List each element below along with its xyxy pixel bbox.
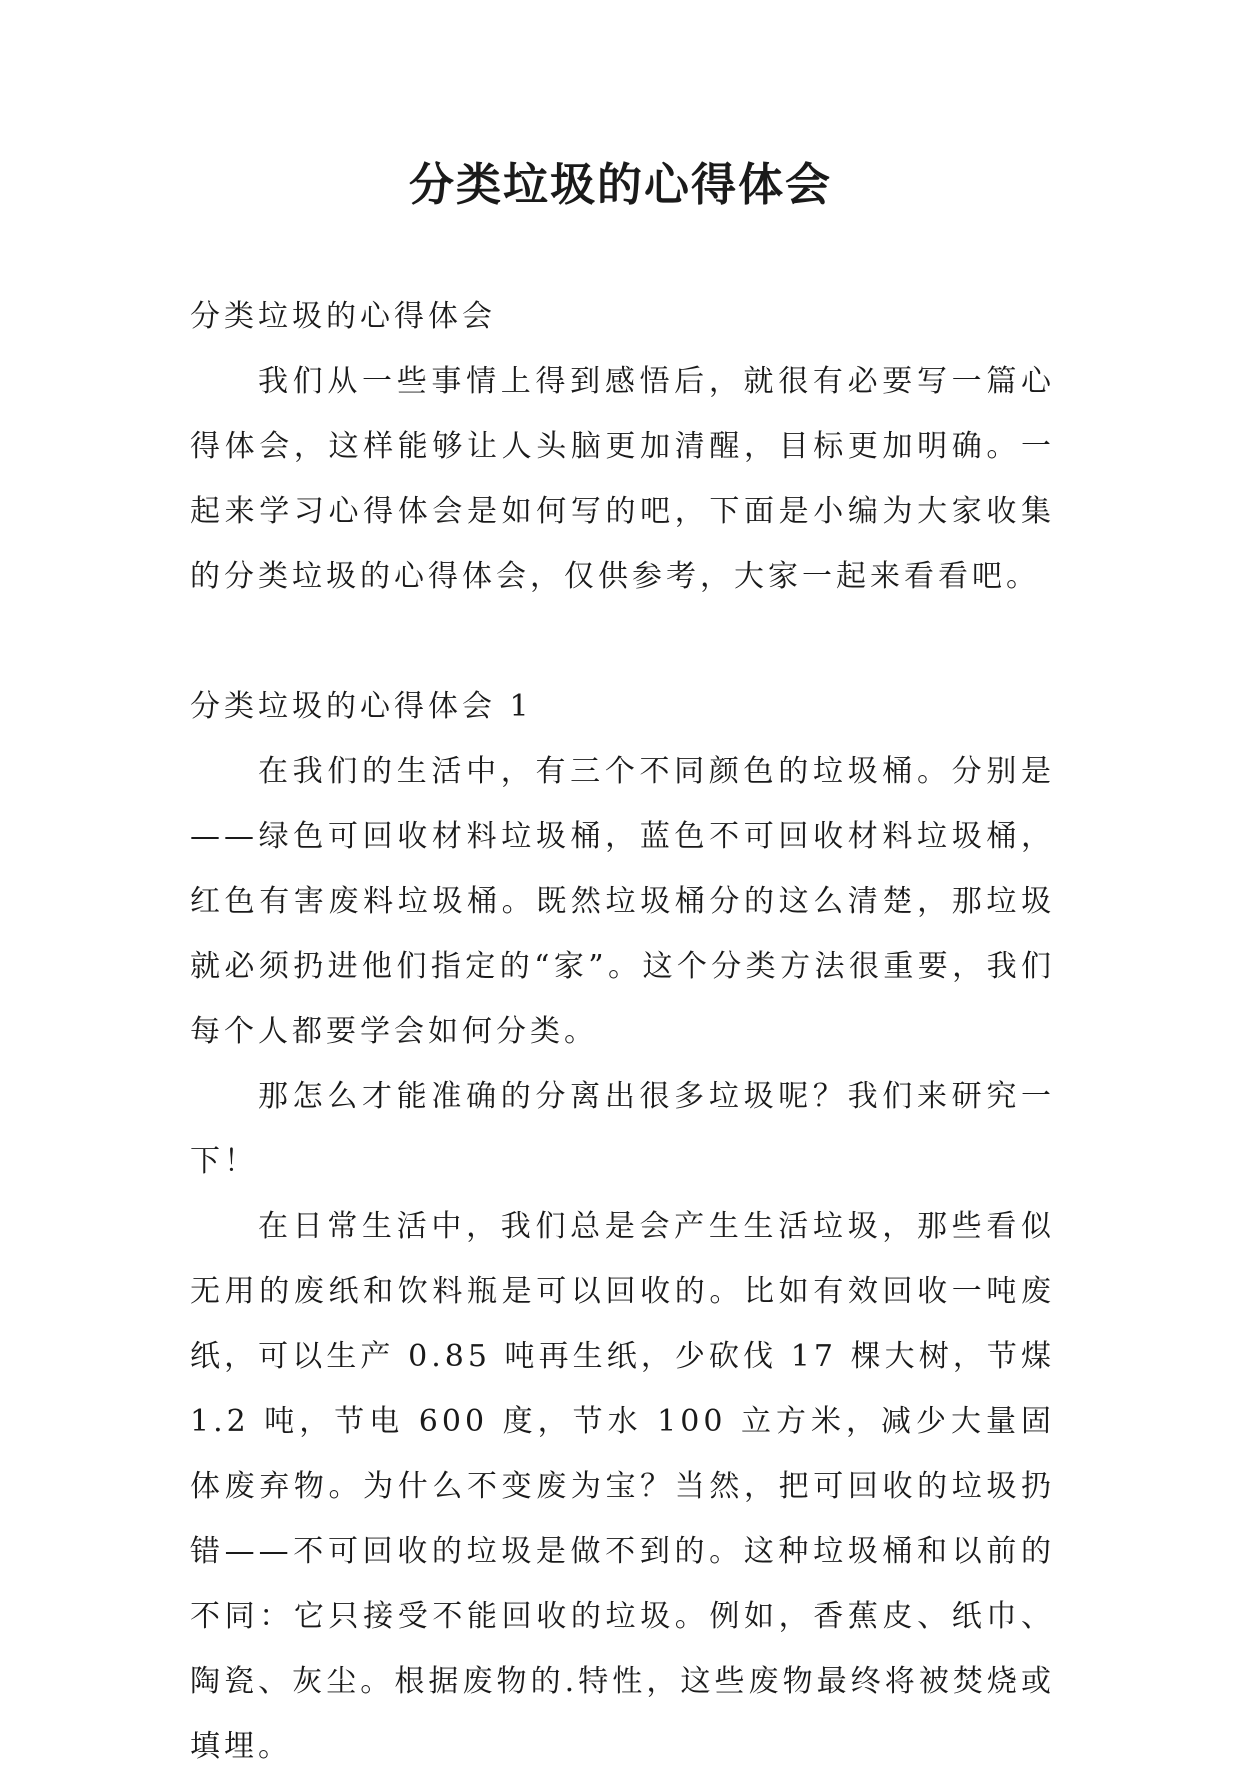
paragraph-spacer bbox=[190, 609, 1055, 674]
document-body bbox=[190, 284, 1055, 1779]
intro-paragraph: 我们从一些事情上得到感悟后，就很有必要写一篇心得体会，这样能够让人头脑更加清醒，目标更加明确。一起来学习心得体会是如何写的吧，下面是小编为大家收集的分类垃圾的心得体会，仅供参考，大家一起来看看吧。 bbox=[190, 364, 1055, 594]
body-paragraph-1: 在我们的生活中，有三个不同颜色的垃圾桶。分别是——绿色可回收材料垃圾桶，蓝色不可回收材料垃圾桶，红色有害废料垃圾桶。既然垃圾桶分的这么清楚，那垃圾就必须扔进他们指定的“家”。这个分类方法很重要，我们每个人都要学会如何分类。 bbox=[190, 754, 1055, 1049]
document-title: 分类垃圾的心得体会 bbox=[408, 158, 832, 211]
body-paragraph-2: 那怎么才能准确的分离出很多垃圾呢？我们来研究一下！ bbox=[190, 1079, 1055, 1179]
body-paragraph-3: 在日常生活中，我们总是会产生生活垃圾，那些看似无用的废纸和饮料瓶是可以回收的。比如有效回收一吨废纸，可以生产 0.85 吨再生纸，少砍伐 17 棵大树，节煤 1.2 吨，节电 600 度，节水 100 立方米，减少大量固体废弃物。为什么不变废为宝？当然，把可回收的垃圾扔错——不可回收的垃圾是做不到的。这种垃圾桶和以前的不同：它只接受不能回收的垃圾。例如，香蕉皮、纸巾、陶瓷、灰尘。根据废物的.特性，这些废物最终将被焚烧或填埋。 bbox=[190, 1209, 1055, 1764]
section-heading: 分类垃圾的心得体会 1 bbox=[190, 689, 533, 724]
subtitle: 分类垃圾的心得体会 bbox=[190, 299, 496, 334]
